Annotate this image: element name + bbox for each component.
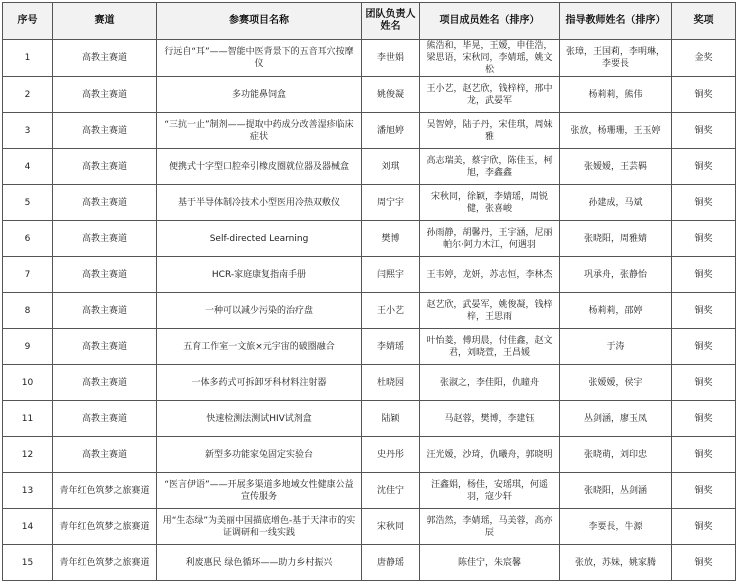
cell-advisors: 张嫒嫒，王芸羁 — [560, 149, 672, 185]
table-row — [3, 257, 736, 293]
cell-team-leader: 姚俊凝 — [362, 77, 420, 113]
cell-team-members: 王韦婷，龙妍，苏志恒，李林杰 — [420, 257, 560, 293]
cell-team-members: 孙雨静，胡馨丹，王宇涵，尼丽帕尔·阿力木江，何遇羽 — [420, 221, 560, 257]
cell-track: 高教主赛道 — [53, 40, 157, 77]
cell-project-name: HCR-家庭康复指南手册 — [157, 257, 362, 293]
cell-number: 4 — [3, 149, 53, 185]
cell-team-members: 马赵蓉，樊博，李建钰 — [420, 401, 560, 437]
cell-number: 9 — [3, 329, 53, 365]
cell-team-leader: 陆颖 — [362, 401, 420, 437]
table-row — [3, 401, 736, 437]
table-row — [3, 185, 736, 221]
cell-team-members: 王小艺，赵艺欣，钱梓梓，邢中龙，武晏军 — [420, 77, 560, 113]
header-leader: 团队负责人姓名 — [362, 3, 420, 40]
cell-track: 高教主赛道 — [53, 113, 157, 149]
table-row — [3, 40, 736, 77]
cell-number: 12 — [3, 437, 53, 473]
cell-track: 高教主赛道 — [53, 77, 157, 113]
cell-number: 6 — [3, 221, 53, 257]
cell-team-members: 吴智婷，陆子丹，宋佳琪，周妹雅 — [420, 113, 560, 149]
cell-track: 青年红色筑梦之旅赛道 — [53, 545, 157, 581]
cell-track: 高教主赛道 — [53, 401, 157, 437]
header-no: 序号 — [3, 3, 53, 40]
cell-team-leader: 王小艺 — [362, 293, 420, 329]
cell-award: 铜奖 — [672, 257, 736, 293]
table-row — [3, 545, 736, 581]
cell-project-name: 一体多药式可拆卸牙科材料注射器 — [157, 365, 362, 401]
header-members: 项目成员姓名（排序） — [420, 3, 560, 40]
table-row — [3, 149, 736, 185]
cell-award: 铜奖 — [672, 113, 736, 149]
header-project: 参赛项目名称 — [157, 3, 362, 40]
cell-number: 11 — [3, 401, 53, 437]
cell-team-members: 张淑之，李佳阳，仇瞳舟 — [420, 365, 560, 401]
cell-advisors: 张晓阳，丛剑涵 — [560, 473, 672, 509]
cell-number: 2 — [3, 77, 53, 113]
cell-number: 14 — [3, 509, 53, 545]
cell-award: 铜奖 — [672, 437, 736, 473]
table-row — [3, 77, 736, 113]
cell-track: 高教主赛道 — [53, 257, 157, 293]
cell-advisors: 张晓萌，刘印忠 — [560, 437, 672, 473]
cell-award: 铜奖 — [672, 293, 736, 329]
cell-award: 铜奖 — [672, 473, 736, 509]
cell-team-members: 汪光嫒，沙琦，仇曦舟，郭晓明 — [420, 437, 560, 473]
cell-team-members: 高志瑞美，蔡宇欣，陈佳玉，柯旭，李鑫鑫 — [420, 149, 560, 185]
cell-track: 青年红色筑梦之旅赛道 — [53, 473, 157, 509]
cell-award: 铜奖 — [672, 365, 736, 401]
cell-track: 高教主赛道 — [53, 293, 157, 329]
cell-advisors: 张嫒嫒，侯宇 — [560, 365, 672, 401]
cell-number: 13 — [3, 473, 53, 509]
cell-award: 铜奖 — [672, 545, 736, 581]
table-row — [3, 509, 736, 545]
cell-project-name: 行远自“耳”——智能中医背景下的五音耳穴按摩仪 — [157, 40, 362, 77]
cell-number: 5 — [3, 185, 53, 221]
table-row — [3, 113, 736, 149]
cell-track: 高教主赛道 — [53, 149, 157, 185]
cell-team-leader: 刘琪 — [362, 149, 420, 185]
cell-track: 高教主赛道 — [53, 437, 157, 473]
cell-project-name: 五育工作室一文旅×元宇宙的破圈融合 — [157, 329, 362, 365]
cell-team-leader: 杜晓园 — [362, 365, 420, 401]
cell-number: 7 — [3, 257, 53, 293]
cell-track: 高教主赛道 — [53, 221, 157, 257]
header-row — [3, 3, 736, 40]
cell-advisors: 巩承舟，张静怡 — [560, 257, 672, 293]
table-row — [3, 437, 736, 473]
cell-track: 高教主赛道 — [53, 185, 157, 221]
cell-advisors: 孙建成，马斌 — [560, 185, 672, 221]
cell-award: 铜奖 — [672, 401, 736, 437]
cell-award: 铜奖 — [672, 329, 736, 365]
cell-award: 铜奖 — [672, 221, 736, 257]
cell-award: 铜奖 — [672, 77, 736, 113]
cell-team-leader: 周宁宇 — [362, 185, 420, 221]
cell-award: 铜奖 — [672, 185, 736, 221]
cell-team-leader: 李婧瑶 — [362, 329, 420, 365]
header-advisors: 指导教师姓名（排序） — [560, 3, 672, 40]
cell-project-name: 一种可以减少污染的治疗盘 — [157, 293, 362, 329]
cell-team-leader: 沈佳宁 — [362, 473, 420, 509]
cell-advisors: 杨莉莉，邵婷 — [560, 293, 672, 329]
cell-project-name: 利废惠民 绿色循环——助力乡村振兴 — [157, 545, 362, 581]
cell-advisors: 李要長，牛源 — [560, 509, 672, 545]
cell-team-leader: 宋秋同 — [362, 509, 420, 545]
cell-team-members: 宋秋同，徐颖，李婧瑶，周锐健，张喜峻 — [420, 185, 560, 221]
cell-team-members: 郭浩然，李婧瑶，马美蓉，高亦辰 — [420, 509, 560, 545]
cell-advisors: 张晓阳，周雅婧 — [560, 221, 672, 257]
cell-project-name: Self-directed Learning — [157, 221, 362, 257]
cell-number: 10 — [3, 365, 53, 401]
table-row — [3, 221, 736, 257]
cell-advisors: 张璋，王国莉，李明琳，李要長 — [560, 40, 672, 77]
cell-project-name: “三抗一止”制剂——提取中药成分改善湿疹临床症状 — [157, 113, 362, 149]
awards-table — [2, 2, 736, 581]
cell-number: 8 — [3, 293, 53, 329]
cell-award: 金奖 — [672, 40, 736, 77]
cell-team-leader: 闫熙宇 — [362, 257, 420, 293]
cell-advisors: 丛剑涵，廖玉凤 — [560, 401, 672, 437]
cell-track: 高教主赛道 — [53, 365, 157, 401]
cell-project-name: 用“生态绿”为美丽中国描底增色-基于天津市的实证调研和一线实践 — [157, 509, 362, 545]
table-row — [3, 365, 736, 401]
cell-project-name: 基于半导体制冷技术小型医用冷热双敷仪 — [157, 185, 362, 221]
table-row — [3, 293, 736, 329]
table-row — [3, 473, 736, 509]
cell-track: 高教主赛道 — [53, 329, 157, 365]
cell-track: 青年红色筑梦之旅赛道 — [53, 509, 157, 545]
cell-team-leader: 唐静瑶 — [362, 545, 420, 581]
cell-team-leader: 樊博 — [362, 221, 420, 257]
cell-project-name: 便携式十字型口腔牵引橡皮圈就位器及器械盒 — [157, 149, 362, 185]
header-track: 赛道 — [53, 3, 157, 40]
header-award: 奖项 — [672, 3, 736, 40]
cell-team-leader: 李世娟 — [362, 40, 420, 77]
cell-team-leader: 潘旭婷 — [362, 113, 420, 149]
cell-team-members: 熊浩和，毕晃，王嫒，申佳浩，梁思语，宋秋同，李婧瑶，姚文松 — [420, 40, 560, 77]
table-row — [3, 329, 736, 365]
cell-advisors: 于涛 — [560, 329, 672, 365]
cell-team-members: 赵艺欣，武晏军，姚俊凝，钱梓梓，王思雨 — [420, 293, 560, 329]
cell-award: 铜奖 — [672, 509, 736, 545]
cell-project-name: “医言伊语”——开展多渠道多地域女性健康公益宣传服务 — [157, 473, 362, 509]
cell-number: 1 — [3, 40, 53, 77]
cell-team-members: 陈佳宁，朱宸馨 — [420, 545, 560, 581]
cell-project-name: 多功能鼻饲盒 — [157, 77, 362, 113]
cell-number: 3 — [3, 113, 53, 149]
cell-number: 15 — [3, 545, 53, 581]
cell-advisors: 张放，杨珊珊，王玉婷 — [560, 113, 672, 149]
cell-team-members: 叶怡菱，傅玥晨，付佳鑫，赵文君，刘晓萱，王昌媛 — [420, 329, 560, 365]
cell-project-name: 新型多功能家兔固定实验台 — [157, 437, 362, 473]
cell-advisors: 张放，苏妹，姚家腾 — [560, 545, 672, 581]
cell-team-members: 汪鑫娟，杨佳，安瑶琪，何遥羽，寇少轩 — [420, 473, 560, 509]
cell-advisors: 杨莉莉，熊伟 — [560, 77, 672, 113]
cell-team-leader: 史丹彤 — [362, 437, 420, 473]
cell-award: 铜奖 — [672, 149, 736, 185]
cell-project-name: 快速检测法测试HIV试剂盒 — [157, 401, 362, 437]
